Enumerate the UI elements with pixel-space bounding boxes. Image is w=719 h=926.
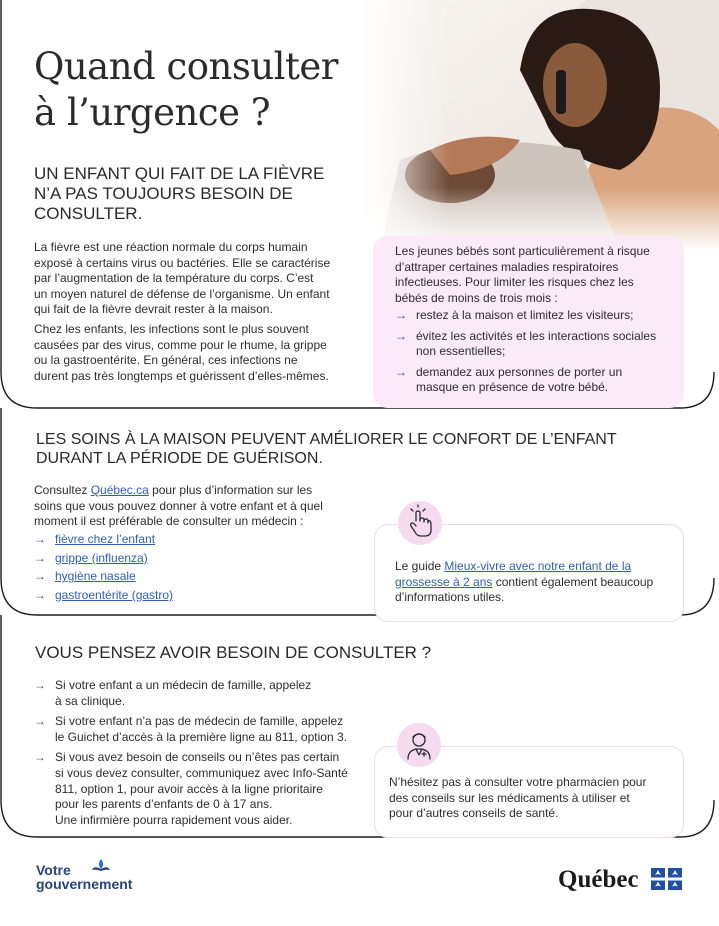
text: contient également beaucoup: [492, 574, 654, 589]
text-line: d’attraper certaines maladies respiratoires: [395, 259, 619, 274]
fleur-de-lis-icon: [90, 859, 112, 875]
text-line: durent pas très longtemps et guérissent d’elles-mêmes.: [34, 368, 329, 383]
text: Le guide: [395, 559, 445, 573]
arrow-right-icon: →: [34, 569, 46, 584]
text: Consultez: [34, 483, 91, 497]
text: pour plus d’information sur les: [148, 483, 313, 497]
babies-risk-intro: [395, 244, 675, 306]
arrow-right-icon: →: [34, 678, 46, 692]
mother-child-photo: [360, 0, 719, 250]
click-hand-icon: [398, 501, 442, 545]
guide-card-text: [395, 559, 680, 606]
text-line: bébés de moins de trois mois :: [395, 290, 558, 305]
item-text: évitez les activités et les interactions sociales: [416, 328, 657, 343]
fever-link[interactable]: fièvre chez l’enfant: [55, 532, 156, 546]
mieux-vivre-link-2[interactable]: grossesse à 2 ans: [395, 574, 493, 589]
text-line: par l’augmentation de la température du corps. C’est: [34, 271, 314, 286]
text-line: d’informations utiles.: [395, 590, 505, 605]
arrow-right-icon: →: [34, 750, 46, 765]
text-line: un moyen naturel de défense de l’organisme. Un enfant: [34, 286, 330, 301]
arrow-right-icon: →: [395, 308, 407, 322]
list-item: [34, 588, 334, 604]
logo-line-2: gouvernement: [36, 876, 133, 892]
pharmacist-card-text: [389, 775, 679, 822]
title-line-2: à l’urgence ?: [34, 91, 271, 134]
list-item: [395, 329, 680, 360]
arrow-right-icon: →: [34, 550, 46, 565]
text-line: pour d’autres conseils de santé.: [389, 806, 559, 821]
item-text: 811, option 1, pour avoir accès à la ligne prioritaire: [55, 781, 323, 796]
item-text: Si votre enfant n’a pas de médecin de famille, appelez: [55, 714, 344, 729]
item-text: demandez aux personnes de porter un: [416, 364, 623, 379]
text-line: ou la gastroentérite. En général, ces infections ne: [34, 353, 298, 368]
text-line: exposé à certains virus ou bactéries. Elle se caractérise: [34, 255, 331, 270]
text-line: causées par des virus, comme pour le rhume, la grippe: [34, 337, 327, 352]
arrow-right-icon: →: [395, 364, 407, 379]
nasal-hygiene-link[interactable]: hygiène nasale: [55, 569, 136, 584]
item-text: à sa clinique.: [55, 693, 126, 708]
item-text: si vous devez consulter, communiquez avec Info-Santé: [55, 765, 348, 780]
mieux-vivre-link[interactable]: Mieux-vivre avec notre enfant de la: [444, 559, 632, 573]
list-item: [395, 365, 680, 396]
votre-gouvernement-logo: [36, 863, 132, 891]
arrow-right-icon: →: [34, 587, 46, 602]
page-title: [34, 44, 338, 136]
gastro-link[interactable]: gastroentérite (gastro): [55, 587, 174, 602]
heading-line: LES SOINS À LA MAISON PEUVENT AMÉLIORER LE CONFORT DE L’ENFANT: [36, 431, 617, 448]
section-1-paragraph-2: [34, 322, 364, 384]
pharmacist-icon: [397, 723, 441, 767]
list-item: [34, 532, 334, 548]
item-text: masque en présence de votre bébé.: [416, 380, 609, 395]
quebec-logo-text: Québec: [558, 866, 639, 893]
heading-line: DURANT LA PÉRIODE DE GUÉRISON.: [36, 450, 323, 467]
babies-risk-list: [395, 308, 680, 396]
section-3-heading: VOUS PENSEZ AVOIR BESOIN DE CONSULTER ?: [35, 643, 432, 662]
text-line: qui fait de la fièvre devrait rester à la maison.: [34, 302, 273, 317]
text-line: des conseils sur les médicaments à utiliser et: [389, 790, 630, 805]
flu-link[interactable]: grippe (influenza): [55, 550, 148, 565]
item-text: Si votre enfant a un médecin de famille, appelez: [55, 678, 312, 692]
babies-risk-box: [373, 236, 684, 408]
text-line: La fièvre est une réaction normale du corps humain: [34, 240, 308, 254]
item-text: le Guichet d’accès à la première ligne au 811, option 3.: [55, 729, 347, 744]
section-2-heading: [36, 430, 706, 468]
list-item: [395, 308, 680, 324]
title-line-1: Quand consulter: [34, 45, 338, 88]
item-text: Une infirmière pourra rapidement vous aider.: [55, 812, 293, 827]
text-line: moment il est préférable de consulter un médecin :: [34, 514, 304, 529]
section-2-intro: [34, 483, 364, 530]
logo-text: [36, 863, 132, 891]
list-item: [34, 569, 334, 585]
list-item: [34, 750, 364, 828]
section-1-heading: UN ENFANT QUI FAIT DE LA FIÈVRE N’A PAS TOUJOURS BESOIN DE CONSULTER.: [34, 164, 325, 223]
text-line: Les jeunes bébés sont particulièrement à risque: [395, 244, 650, 258]
text-line: infectieuses. Pour limiter les risques chez les: [395, 275, 634, 290]
logo-line-1: Votre: [36, 862, 71, 878]
text-line: soins que vous pouvez donner à votre enfant et à quel: [34, 498, 323, 513]
text-line: Chez les enfants, les infections sont le plus souvent: [34, 322, 309, 336]
item-text: Si vous avez besoin de conseils ou n’êtes pas certain: [55, 750, 340, 765]
item-text: non essentielles;: [416, 344, 506, 359]
quebec-flag-icon: [651, 868, 682, 890]
quebec-ca-link[interactable]: Québec.ca: [90, 483, 149, 497]
item-text: restez à la maison et limitez les visiteurs;: [416, 308, 634, 322]
text-line: N’hésitez pas à consulter votre pharmacien pour: [389, 775, 647, 789]
arrow-right-icon: →: [34, 714, 46, 729]
consult-list: [34, 678, 364, 828]
arrow-right-icon: →: [34, 532, 46, 546]
arrow-right-icon: →: [395, 328, 407, 343]
list-item: [34, 551, 334, 567]
item-text: pour les parents d’enfants de 0 à 17 ans.: [55, 797, 273, 812]
care-links-list: [34, 532, 334, 603]
list-item: [34, 714, 364, 745]
list-item: [34, 678, 364, 709]
section-1-paragraph-1: [34, 240, 364, 318]
